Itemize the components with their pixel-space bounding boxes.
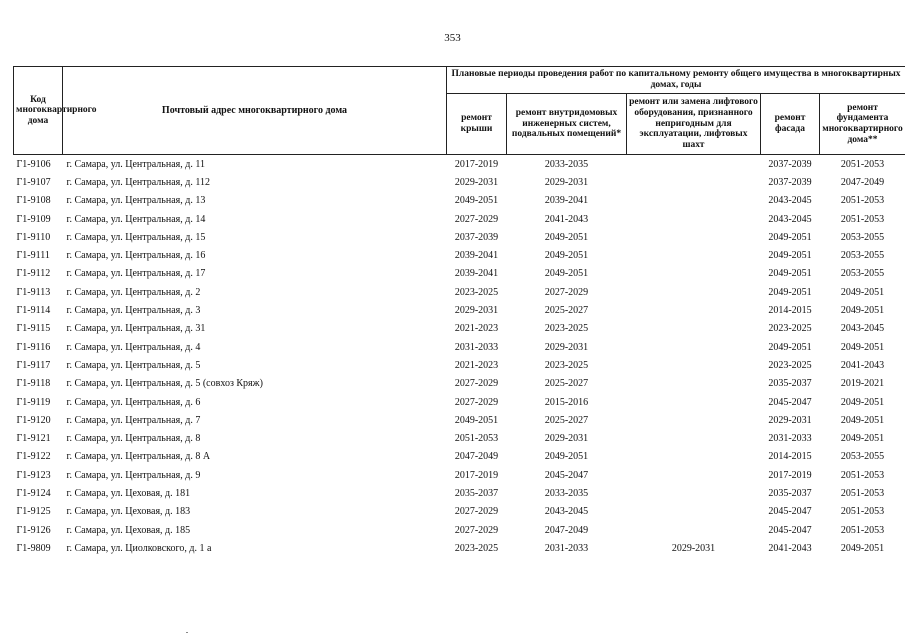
house-address: г. Самара, ул. Центральная, д. 17 bbox=[66, 268, 206, 280]
roof-period: 2027-2029 bbox=[454, 396, 499, 408]
table-row bbox=[14, 466, 905, 484]
foundation-period: 2051-2053 bbox=[840, 158, 885, 170]
table-body bbox=[14, 155, 905, 558]
house-code: Г1-9126 bbox=[16, 524, 51, 536]
elevator-period bbox=[627, 173, 761, 191]
systems-period: 2049-2051 bbox=[544, 250, 589, 262]
facade-period: 2049-2051 bbox=[768, 268, 812, 280]
header-periods-group: Плановые периоды проведения работ по капитальному ремонту общего имущества в многоквартирных домах, годы bbox=[447, 67, 905, 94]
table-row bbox=[14, 356, 905, 374]
roof-period: 2047-2049 bbox=[454, 451, 499, 463]
roof-period: 2035-2037 bbox=[454, 487, 499, 499]
foundation-period: 2049-2051 bbox=[840, 433, 885, 445]
foundation-period: 2019-2021 bbox=[840, 378, 885, 390]
facade-period: 2049-2051 bbox=[768, 286, 812, 298]
systems-period: 2023-2025 bbox=[544, 323, 589, 335]
roof-period: 2017-2019 bbox=[454, 469, 499, 481]
systems-period: 2039-2041 bbox=[544, 195, 589, 207]
house-code: Г1-9121 bbox=[16, 433, 51, 445]
house-address: г. Самара, ул. Центральная, д. 4 bbox=[66, 341, 201, 353]
house-address: г. Самара, ул. Цеховая, д. 183 bbox=[66, 506, 191, 518]
roof-period: 2027-2029 bbox=[454, 213, 499, 225]
facade-period: 2045-2047 bbox=[768, 396, 812, 408]
elevator-period bbox=[627, 521, 761, 539]
systems-period: 2049-2051 bbox=[544, 231, 589, 243]
facade-period: 2035-2037 bbox=[768, 378, 812, 390]
elevator-period bbox=[627, 301, 761, 319]
house-code: Г1-9114 bbox=[16, 305, 51, 317]
table-row bbox=[14, 210, 905, 228]
house-address: г. Самара, ул. Центральная, д. 13 bbox=[66, 195, 206, 207]
systems-period: 2047-2049 bbox=[544, 524, 589, 536]
page-number: 353 bbox=[444, 32, 461, 44]
foundation-period: 2053-2055 bbox=[840, 250, 885, 262]
roof-period: 2029-2031 bbox=[454, 176, 499, 188]
facade-period: 2049-2051 bbox=[768, 250, 812, 262]
elevator-period bbox=[627, 375, 761, 393]
foundation-period: 2049-2051 bbox=[840, 414, 885, 426]
elevator-period bbox=[627, 338, 761, 356]
systems-period: 2029-2031 bbox=[544, 176, 589, 188]
house-address: г. Самара, ул. Центральная, д. 15 bbox=[66, 231, 206, 243]
house-code: Г1-9122 bbox=[16, 451, 51, 463]
header-systems: ремонт внутридомовых инженерных систем, подвальных помещений* bbox=[507, 94, 627, 155]
foundation-period: 2041-2043 bbox=[840, 359, 885, 371]
house-address: г. Самара, ул. Центральная, д. 2 bbox=[66, 286, 201, 298]
scan-speck bbox=[186, 632, 188, 633]
elevator-period bbox=[627, 411, 761, 429]
foundation-period: 2051-2053 bbox=[840, 213, 885, 225]
systems-period: 2033-2035 bbox=[544, 487, 589, 499]
facade-period: 2031-2033 bbox=[768, 433, 812, 445]
table-row bbox=[14, 411, 905, 429]
house-address: г. Самара, ул. Циолковского, д. 1 а bbox=[66, 542, 212, 554]
table-header bbox=[14, 67, 905, 155]
systems-period: 2025-2027 bbox=[544, 305, 589, 317]
facade-period: 2045-2047 bbox=[768, 524, 812, 536]
table-row bbox=[14, 320, 905, 338]
house-code: Г1-9108 bbox=[16, 195, 51, 207]
table-row bbox=[14, 375, 905, 393]
house-address: г. Самара, ул. Центральная, д. 5 (совхоз Кряж) bbox=[66, 378, 263, 390]
roof-period: 2027-2029 bbox=[454, 506, 499, 518]
house-address: г. Самара, ул. Центральная, д. 31 bbox=[66, 323, 206, 335]
house-address: г. Самара, ул. Центральная, д. 8 bbox=[66, 433, 201, 445]
house-code: Г1-9809 bbox=[16, 542, 51, 554]
systems-period: 2045-2047 bbox=[544, 469, 589, 481]
systems-period: 2025-2027 bbox=[544, 378, 589, 390]
table-row bbox=[14, 521, 905, 539]
elevator-period: 2029-2031 bbox=[671, 542, 716, 554]
roof-period: 2031-2033 bbox=[454, 341, 499, 353]
roof-period: 2017-2019 bbox=[454, 158, 499, 170]
table-row bbox=[14, 539, 905, 557]
house-code: Г1-9118 bbox=[16, 378, 51, 390]
elevator-period bbox=[627, 265, 761, 283]
facade-period: 2037-2039 bbox=[768, 176, 812, 188]
elevator-period bbox=[627, 228, 761, 246]
house-code: Г1-9109 bbox=[16, 213, 51, 225]
foundation-period: 2047-2049 bbox=[840, 176, 885, 188]
systems-period: 2015-2016 bbox=[544, 396, 589, 408]
table-row bbox=[14, 484, 905, 502]
house-code: Г1-9120 bbox=[16, 414, 51, 426]
facade-period: 2017-2019 bbox=[768, 469, 812, 481]
header-foundation: ремонт фундамента многоквартирного дома** bbox=[820, 94, 905, 155]
foundation-period: 2043-2045 bbox=[840, 323, 885, 335]
facade-period: 2043-2045 bbox=[768, 195, 812, 207]
house-address: г. Самара, ул. Цеховая, д. 185 bbox=[66, 524, 191, 536]
table-row bbox=[14, 265, 905, 283]
facade-period: 2014-2015 bbox=[768, 305, 812, 317]
facade-period: 2029-2031 bbox=[768, 414, 812, 426]
roof-period: 2039-2041 bbox=[454, 268, 499, 280]
house-code: Г1-9106 bbox=[16, 158, 51, 170]
table-row bbox=[14, 283, 905, 301]
table-row bbox=[14, 301, 905, 319]
house-code: Г1-9111 bbox=[16, 250, 50, 262]
house-address: г. Самара, ул. Центральная, д. 11 bbox=[66, 158, 205, 170]
elevator-period bbox=[627, 283, 761, 301]
header-facade: ремонт фасада bbox=[761, 94, 820, 155]
house-code: Г1-9123 bbox=[16, 469, 51, 481]
facade-period: 2043-2045 bbox=[768, 213, 812, 225]
facade-period: 2023-2025 bbox=[768, 359, 812, 371]
foundation-period: 2049-2051 bbox=[840, 341, 885, 353]
table-row bbox=[14, 393, 905, 411]
foundation-period: 2051-2053 bbox=[840, 469, 885, 481]
house-address: г. Самара, ул. Центральная, д. 112 bbox=[66, 176, 210, 188]
systems-period: 2023-2025 bbox=[544, 359, 589, 371]
systems-period: 2049-2051 bbox=[544, 268, 589, 280]
house-address: г. Самара, ул. Цеховая, д. 181 bbox=[66, 487, 191, 499]
house-address: г. Самара, ул. Центральная, д. 7 bbox=[66, 414, 201, 426]
house-address: г. Самара, ул. Центральная, д. 5 bbox=[66, 359, 201, 371]
roof-period: 2023-2025 bbox=[454, 542, 499, 554]
header-address: Почтовый адрес многоквартирного дома bbox=[63, 67, 447, 155]
facade-period: 2023-2025 bbox=[768, 323, 812, 335]
house-code: Г1-9115 bbox=[16, 323, 51, 335]
elevator-period bbox=[627, 393, 761, 411]
systems-period: 2025-2027 bbox=[544, 414, 589, 426]
roof-period: 2021-2023 bbox=[454, 323, 499, 335]
foundation-period: 2051-2053 bbox=[840, 487, 885, 499]
foundation-period: 2053-2055 bbox=[840, 451, 885, 463]
house-code: Г1-9116 bbox=[16, 341, 51, 353]
facade-period: 2045-2047 bbox=[768, 506, 812, 518]
table-row bbox=[14, 338, 905, 356]
systems-period: 2033-2035 bbox=[544, 158, 589, 170]
elevator-period bbox=[627, 320, 761, 338]
systems-period: 2049-2051 bbox=[544, 451, 589, 463]
roof-period: 2023-2025 bbox=[454, 286, 499, 298]
house-code: Г1-9113 bbox=[16, 286, 51, 298]
roof-period: 2029-2031 bbox=[454, 305, 499, 317]
table-row bbox=[14, 448, 905, 466]
repair-schedule-table bbox=[13, 66, 905, 558]
house-address: г. Самара, ул. Центральная, д. 9 bbox=[66, 469, 201, 481]
foundation-period: 2051-2053 bbox=[840, 506, 885, 518]
elevator-period bbox=[627, 246, 761, 264]
roof-period: 2027-2029 bbox=[454, 524, 499, 536]
house-code: Г1-9117 bbox=[16, 359, 51, 371]
systems-period: 2027-2029 bbox=[544, 286, 589, 298]
house-code: Г1-9107 bbox=[16, 176, 51, 188]
systems-period: 2043-2045 bbox=[544, 506, 589, 518]
table-row bbox=[14, 503, 905, 521]
foundation-period: 2049-2051 bbox=[840, 542, 885, 554]
systems-period: 2029-2031 bbox=[544, 341, 589, 353]
table-row bbox=[14, 228, 905, 246]
elevator-period bbox=[627, 484, 761, 502]
house-code: Г1-9112 bbox=[16, 268, 51, 280]
elevator-period bbox=[627, 192, 761, 210]
house-code: Г1-9119 bbox=[16, 396, 51, 408]
roof-period: 2049-2051 bbox=[454, 414, 499, 426]
house-address: г. Самара, ул. Центральная, д. 8 А bbox=[66, 451, 211, 463]
roof-period: 2051-2053 bbox=[454, 433, 499, 445]
house-code: Г1-9110 bbox=[16, 231, 51, 243]
systems-period: 2041-2043 bbox=[544, 213, 589, 225]
table-row bbox=[14, 246, 905, 264]
roof-period: 2027-2029 bbox=[454, 378, 499, 390]
foundation-period: 2049-2051 bbox=[840, 396, 885, 408]
table-row bbox=[14, 173, 905, 191]
foundation-period: 2053-2055 bbox=[840, 268, 885, 280]
table-row bbox=[14, 429, 905, 447]
house-address: г. Самара, ул. Центральная, д. 14 bbox=[66, 213, 206, 225]
facade-period: 2041-2043 bbox=[768, 542, 812, 554]
house-code: Г1-9124 bbox=[16, 487, 51, 499]
elevator-period bbox=[627, 448, 761, 466]
systems-period: 2029-2031 bbox=[544, 433, 589, 445]
facade-period: 2037-2039 bbox=[768, 158, 812, 170]
roof-period: 2049-2051 bbox=[454, 195, 499, 207]
facade-period: 2014-2015 bbox=[768, 451, 812, 463]
house-code: Г1-9125 bbox=[16, 506, 51, 518]
foundation-period: 2049-2051 bbox=[840, 286, 885, 298]
roof-period: 2037-2039 bbox=[454, 231, 499, 243]
elevator-period bbox=[627, 503, 761, 521]
house-address: г. Самара, ул. Центральная, д. 16 bbox=[66, 250, 206, 262]
elevator-period bbox=[627, 356, 761, 374]
roof-period: 2039-2041 bbox=[454, 250, 499, 262]
table-row bbox=[14, 192, 905, 210]
foundation-period: 2049-2051 bbox=[840, 305, 885, 317]
elevator-period bbox=[627, 429, 761, 447]
elevator-period bbox=[627, 466, 761, 484]
facade-period: 2049-2051 bbox=[768, 341, 812, 353]
systems-period: 2031-2033 bbox=[544, 542, 589, 554]
foundation-period: 2053-2055 bbox=[840, 231, 885, 243]
foundation-period: 2051-2053 bbox=[840, 524, 885, 536]
header-code: Код многоквартирного дома bbox=[14, 67, 63, 155]
facade-period: 2035-2037 bbox=[768, 487, 812, 499]
elevator-period bbox=[627, 155, 761, 174]
table-row bbox=[14, 155, 905, 174]
roof-period: 2021-2023 bbox=[454, 359, 499, 371]
header-elevator: ремонт или замена лифтового оборудования, признанного непригодным для эксплуатации, лифтовых шахт bbox=[627, 94, 761, 155]
elevator-period bbox=[627, 210, 761, 228]
house-address: г. Самара, ул. Центральная, д. 3 bbox=[66, 305, 201, 317]
facade-period: 2049-2051 bbox=[768, 231, 812, 243]
foundation-period: 2051-2053 bbox=[840, 195, 885, 207]
house-address: г. Самара, ул. Центральная, д. 6 bbox=[66, 396, 201, 408]
header-roof: ремонт крыши bbox=[447, 94, 507, 155]
